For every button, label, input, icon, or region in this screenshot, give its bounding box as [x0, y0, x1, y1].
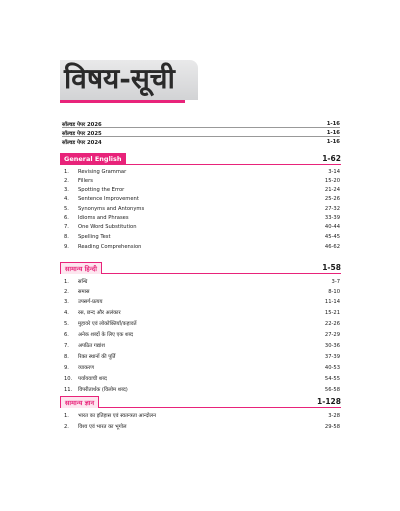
item-pages: 27-29: [324, 332, 340, 338]
divider: [62, 136, 340, 137]
item-number: 7.: [64, 343, 69, 349]
item-title: Synonyms and Antonyms: [78, 206, 145, 212]
list-item[interactable]: [60, 364, 340, 372]
item-title: अपठित गद्यांश: [78, 343, 105, 349]
item-pages: 40-53: [324, 365, 340, 371]
item-title: Revising Grammar: [78, 169, 127, 175]
item-pages: 11-14: [324, 299, 340, 305]
item-pages: 29-58: [324, 424, 340, 430]
item-pages: 56-58: [324, 387, 340, 393]
list-item[interactable]: [60, 386, 340, 394]
item-number: 9.: [64, 244, 69, 250]
sample-paper-row[interactable]: [62, 138, 340, 146]
item-pages: 37-39: [324, 354, 340, 360]
item-number: 11.: [64, 387, 73, 393]
item-title: अनेक शब्दों के लिए एक शब्द: [78, 332, 133, 338]
item-title: Idioms and Phrases: [78, 215, 129, 221]
section-header-gk[interactable]: [60, 396, 341, 408]
item-title: Reading Comprehension: [78, 244, 142, 250]
item-title: विपरीतार्थक (विलोम शब्द): [78, 387, 128, 393]
list-item[interactable]: [60, 309, 340, 317]
item-pages: 3-28: [328, 413, 340, 419]
list-item[interactable]: [60, 288, 340, 296]
list-item[interactable]: [60, 353, 340, 361]
list-item[interactable]: [60, 423, 340, 431]
sample-paper-label: सॉल्वड पेपर 2024: [62, 140, 102, 146]
list-item[interactable]: [60, 223, 340, 231]
item-title: Spotting the Error: [78, 187, 125, 193]
item-title: व्याकरण: [78, 365, 94, 371]
list-item[interactable]: [60, 320, 340, 328]
page-title: विषय-सूची: [64, 62, 175, 95]
sample-paper-label: सॉल्वड पेपर 2025: [62, 131, 102, 137]
item-pages: 15-21: [324, 310, 340, 316]
item-pages: 3-14: [328, 169, 340, 175]
list-item[interactable]: [60, 375, 340, 383]
section-title: सामान्य हिन्दी: [60, 262, 102, 274]
item-number: 8.: [64, 234, 69, 240]
item-pages: 27-32: [324, 206, 340, 212]
item-number: 4.: [64, 196, 69, 202]
item-title: Spelling Test: [78, 234, 111, 240]
item-pages: 46-62: [324, 244, 340, 250]
item-number: 9.: [64, 365, 69, 371]
list-item[interactable]: [60, 205, 340, 213]
item-title: रस, छन्द और अलंकार: [78, 310, 121, 316]
item-title: समास: [78, 289, 90, 295]
item-pages: 8-10: [328, 289, 340, 295]
list-item[interactable]: [60, 195, 340, 203]
item-number: 3.: [64, 299, 69, 305]
section-header-general-english[interactable]: [60, 153, 341, 165]
list-item[interactable]: [60, 214, 340, 222]
item-title: रिक्त स्थानों की पूर्ति: [78, 354, 116, 360]
item-pages: 40-44: [324, 224, 340, 230]
item-title: One Word Substitution: [78, 224, 137, 230]
item-pages: 54-55: [324, 376, 340, 382]
item-number: 2.: [64, 178, 69, 184]
section-title: General English: [60, 153, 126, 165]
item-title: Fillers: [78, 178, 93, 184]
item-title: पर्यायवाची शब्द: [78, 376, 107, 382]
title-banner: [60, 60, 198, 100]
list-item[interactable]: [60, 278, 340, 286]
item-pages: 21-24: [324, 187, 340, 193]
item-title: विश्व एवं भारत का भूगोल: [78, 424, 127, 430]
item-number: 1.: [64, 413, 69, 419]
sample-paper-pages: 1-16: [326, 121, 340, 127]
item-number: 3.: [64, 187, 69, 193]
item-number: 8.: [64, 354, 69, 360]
divider: [62, 127, 340, 128]
section-page-range: 1-62: [322, 154, 341, 163]
list-item[interactable]: [60, 186, 340, 194]
list-item[interactable]: [60, 243, 340, 251]
sample-paper-pages: 1-16: [326, 130, 340, 136]
title-underline: [60, 100, 185, 103]
list-item[interactable]: [60, 331, 340, 339]
item-pages: 22-26: [324, 321, 340, 327]
item-title: भारत का इतिहास एवं स्वतन्त्रता आन्दोलन: [78, 413, 156, 419]
item-number: 2.: [64, 424, 69, 430]
item-number: 1.: [64, 279, 69, 285]
list-item[interactable]: [60, 233, 340, 241]
item-pages: 25-26: [324, 196, 340, 202]
item-number: 6.: [64, 332, 69, 338]
item-pages: 15-20: [324, 178, 340, 184]
section-title: सामान्य ज्ञान: [60, 396, 99, 408]
section-header-hindi[interactable]: [60, 262, 341, 274]
item-pages: 33-39: [324, 215, 340, 221]
item-number: 7.: [64, 224, 69, 230]
section-page-range: 1-128: [317, 397, 341, 406]
item-number: 5.: [64, 321, 69, 327]
list-item[interactable]: [60, 298, 340, 306]
list-item[interactable]: [60, 412, 340, 420]
item-title: उपसर्ग-प्रत्यय: [78, 299, 103, 305]
item-number: 6.: [64, 215, 69, 221]
item-number: 2.: [64, 289, 69, 295]
item-number: 10.: [64, 376, 73, 382]
sample-paper-pages: 1-16: [326, 139, 340, 145]
item-pages: 45-45: [324, 234, 340, 240]
item-title: सन्धि: [78, 279, 88, 285]
item-title: Sentence Improvement: [78, 196, 139, 202]
list-item[interactable]: [60, 342, 340, 350]
sample-paper-label: सॉल्वड पेपर 2026: [62, 122, 102, 128]
list-item[interactable]: [60, 177, 340, 185]
item-pages: 3-7: [331, 279, 340, 285]
item-number: 5.: [64, 206, 69, 212]
item-number: 1.: [64, 169, 69, 175]
list-item[interactable]: [60, 168, 340, 176]
item-number: 4.: [64, 310, 69, 316]
item-pages: 30-36: [324, 343, 340, 349]
item-title: मुहावरे एवं लोकोक्तियाँ/कहावतें: [78, 321, 137, 327]
section-page-range: 1-58: [322, 263, 341, 272]
